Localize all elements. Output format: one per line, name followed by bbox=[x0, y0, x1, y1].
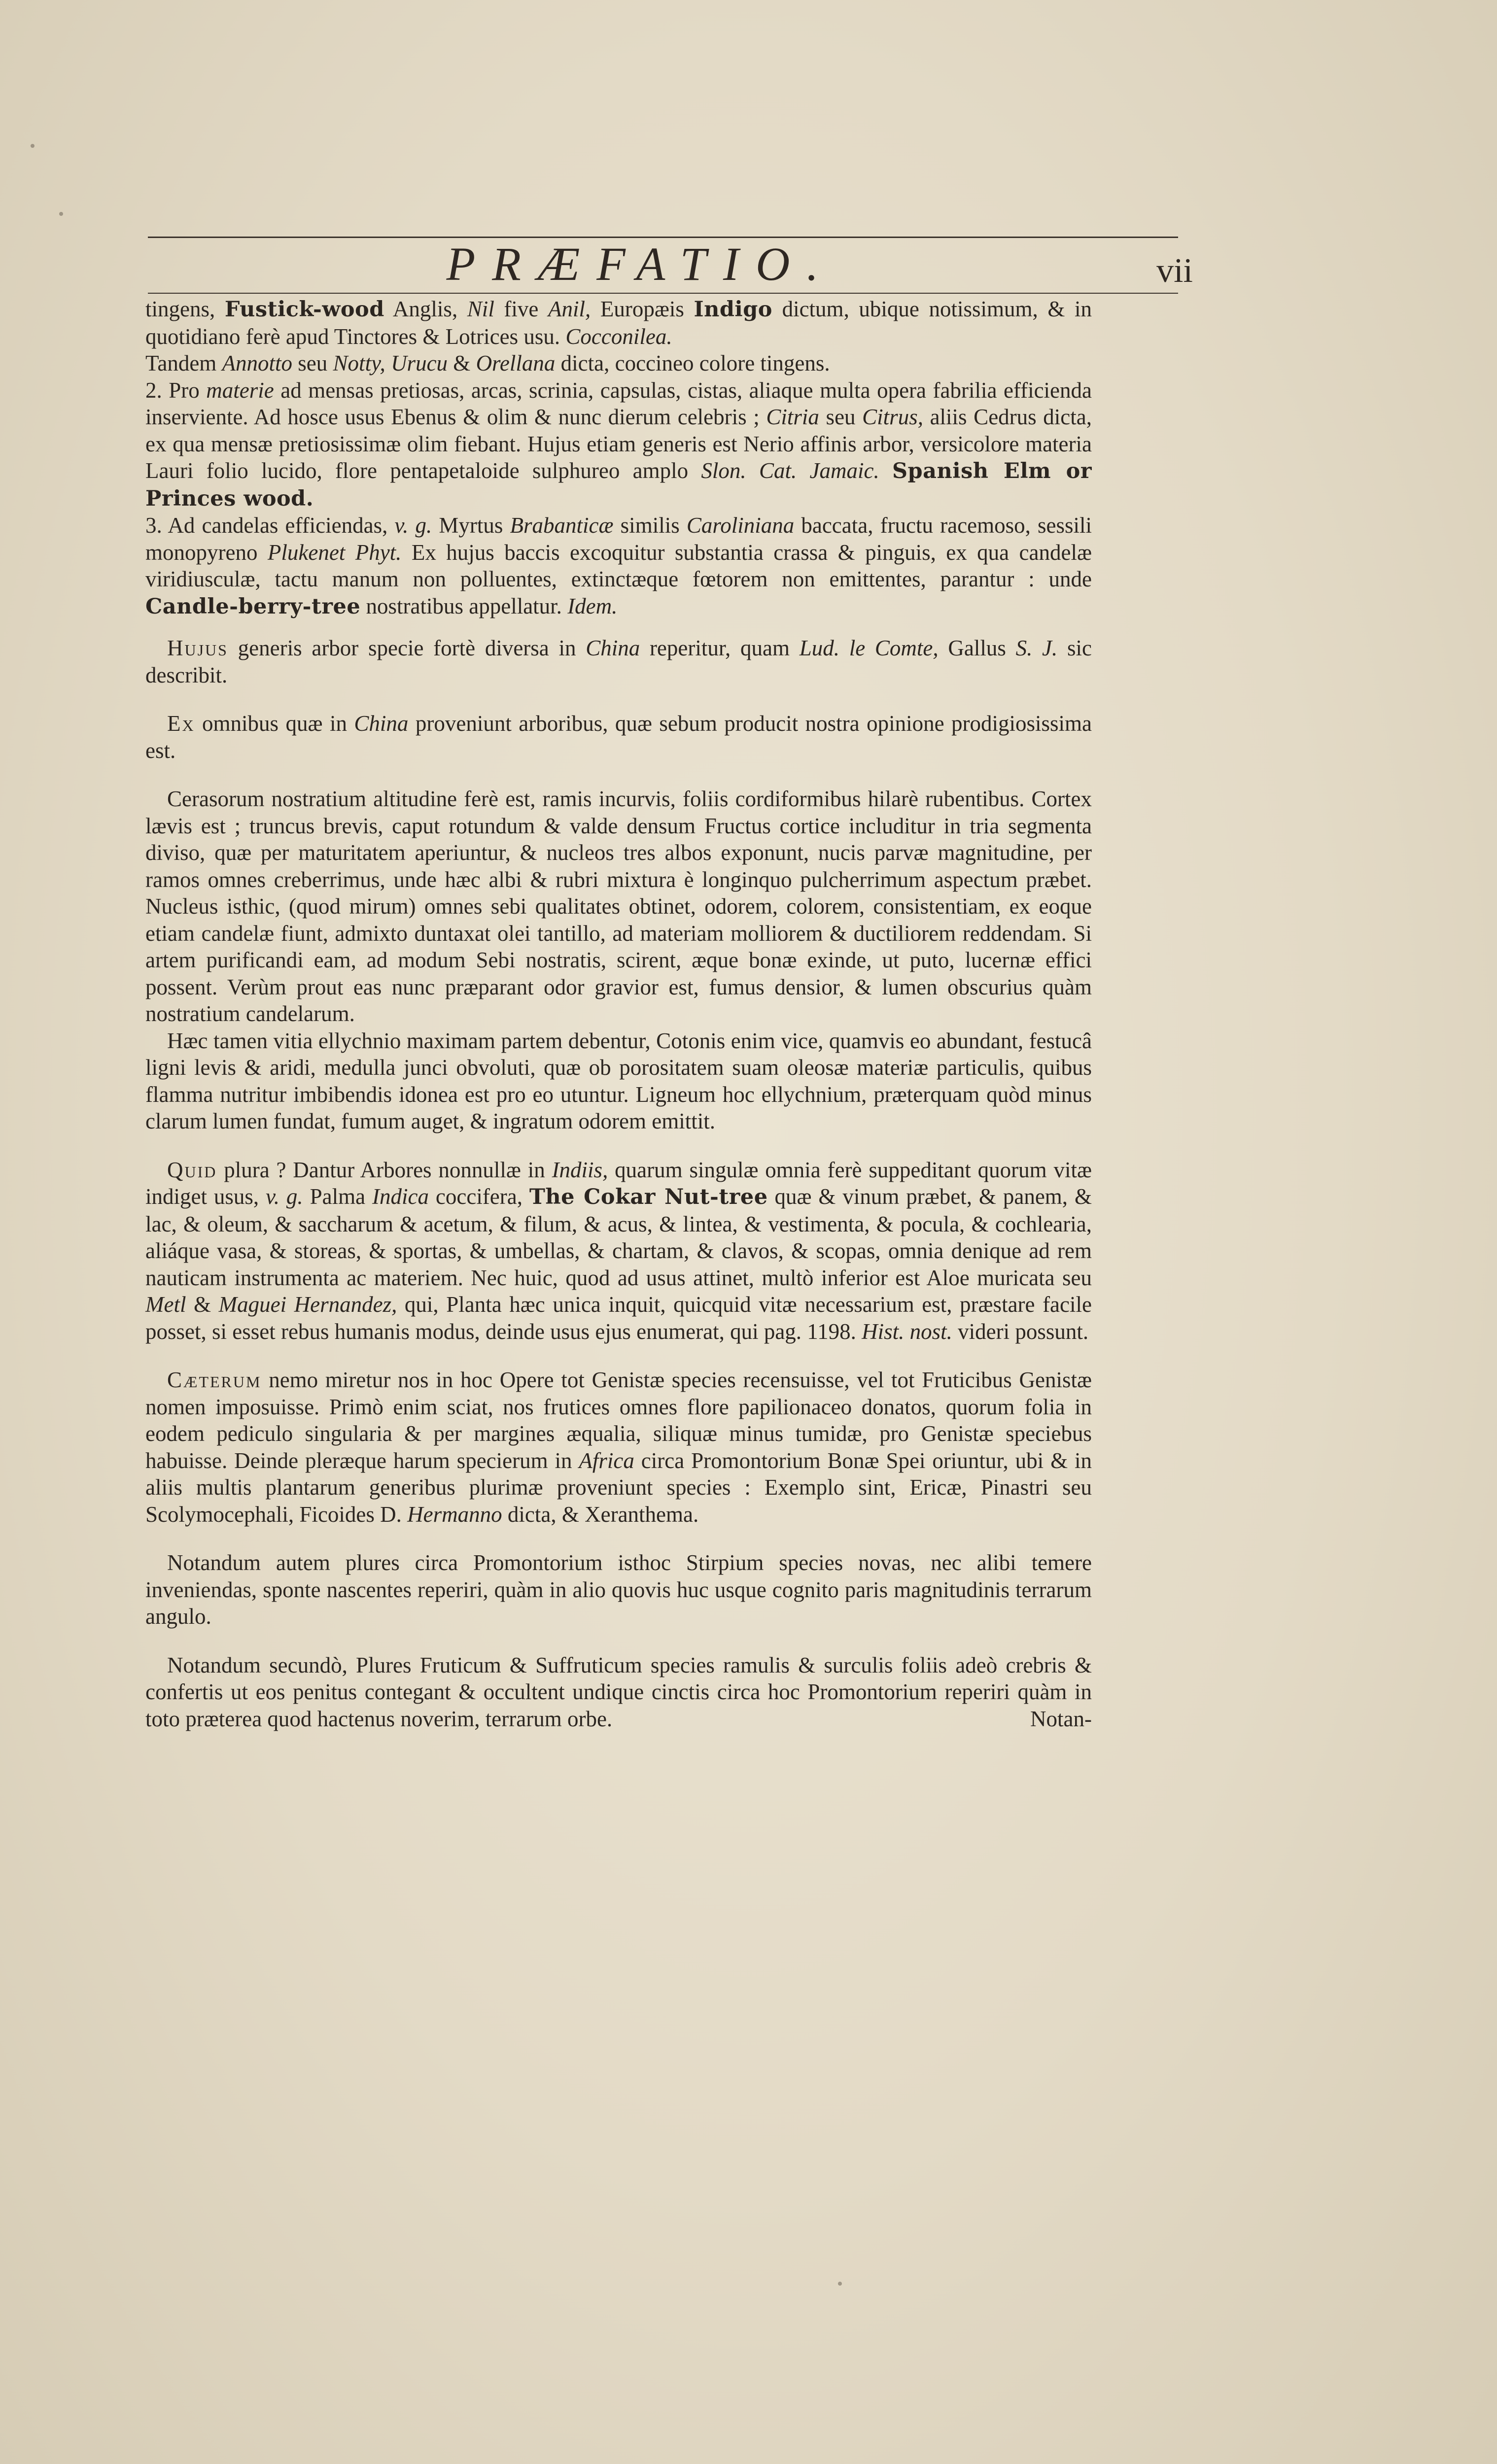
italic-term: materie bbox=[206, 377, 274, 403]
italic-term: Brabanticæ bbox=[510, 513, 614, 538]
paragraph-quid-plura bbox=[145, 1157, 1092, 1345]
italic-term: Indica bbox=[372, 1184, 429, 1209]
text: 3. Ad candelas efficiendas, bbox=[145, 513, 395, 538]
paragraph-notandum-secundo bbox=[145, 1652, 1092, 1733]
running-head bbox=[148, 232, 1193, 301]
italic-citation: Idem. bbox=[567, 593, 618, 618]
small-caps-opening: Cæterum bbox=[167, 1368, 262, 1392]
paragraph-candelas bbox=[145, 512, 1092, 620]
text: seu bbox=[819, 405, 863, 429]
italic-term: v. g. bbox=[266, 1184, 303, 1209]
text: nostratibus appellatur. bbox=[360, 593, 568, 618]
italic-term: Caroliniana bbox=[686, 513, 795, 538]
title-underline bbox=[148, 293, 1178, 294]
text: sic describit. bbox=[145, 636, 1092, 687]
italic-citation: Slon. Cat. Jamaic. bbox=[701, 458, 879, 483]
italic-term: Maguei Hernandez, bbox=[218, 1292, 397, 1317]
italic-term: Cocconilea. bbox=[565, 324, 672, 349]
text: Anglis, bbox=[384, 297, 467, 321]
paragraph-ex-omnibus bbox=[145, 710, 1092, 764]
paragraph-annotto bbox=[145, 350, 1092, 377]
text: Notandum secundò, Plures Fruticum & Suffruticum species ramulis & surculis foliis adeò crebris & confertis ut eos penitus contegant & occultent undique cinctis circa hoc Promontorium reperiri quàm in toto præterea quod hactenus noverim, terrarum orbe. bbox=[145, 1652, 1092, 1731]
text: ad mensas pretiosas, arcas, scrinia, capsulas, cistas, aliaque multa opera fabrilia efficienda inserviente. Ad hosce usus Ebenus & olim & nunc dierum celebris ; bbox=[145, 377, 1092, 429]
italic-term: Citrus, bbox=[862, 405, 923, 429]
text: nemo miretur nos in hoc Opere tot Genistæ species recensuisse, vel tot Fruticibus Genistæ nomen imposuisse. Primò enim sciat, nos frutices omnes flore papilionaceo donatos, quorum folia in eodem pediculo singularia & per margines æqualia, siliquæ minus tumidæ, pro Genistæ speciebus habuisse. Deinde pleræque harum specierum in bbox=[145, 1368, 1092, 1473]
text: baccata, fructu racemoso, sessili monopyreno bbox=[145, 513, 1092, 565]
paragraph-caeterum bbox=[145, 1367, 1092, 1528]
text: & bbox=[186, 1292, 219, 1317]
text: Ex hujus baccis excoquitur substantia crassa & pinguis, ex qua candelæ viridiusculæ, tactu manum non polluentes, extinctæque fœtorem non emittentes, parantur : unde bbox=[145, 540, 1092, 591]
text: & bbox=[448, 351, 476, 376]
text: Tandem bbox=[145, 351, 222, 376]
italic-term: Metl bbox=[145, 1292, 186, 1317]
speck bbox=[838, 2282, 842, 2286]
italic-term: v. g. bbox=[394, 513, 432, 538]
text: qui, Planta hæc unica inquit, quicquid vitæ necessarium est, præstare facile posset, si esset rebus humanis modus, deinde usus ejus enumerat, qui pag. 1198. bbox=[145, 1292, 1092, 1344]
text: similis bbox=[613, 513, 687, 538]
text: reperitur, quam bbox=[640, 636, 800, 660]
blackletter-term: The Cokar Nut-tree bbox=[529, 1185, 768, 1209]
italic-term: China bbox=[586, 636, 640, 660]
text: coccifera, bbox=[428, 1184, 529, 1209]
paragraph-fustick bbox=[145, 296, 1092, 350]
text: Palma bbox=[303, 1184, 372, 1209]
text: omnibus quæ in bbox=[195, 711, 354, 736]
text: tingens, bbox=[145, 297, 225, 321]
small-caps-opening: Ex bbox=[167, 711, 195, 736]
text: Hæc tamen vitia ellychnio maximam partem debentur, Cotonis enim vice, quamvis eo abundant, festucâ ligni levis & aridi, medulla junci obvoluti, quæ ob porositatem suam oleosæ materiæ particulis, quibus flamma nutritur imbibendis idonea est pro eo utuntur. Ligneum hoc ellychnium, præterquam quòd minus clarum lumen fundat, fumum auget, & ingratum odorem emittit. bbox=[145, 1028, 1092, 1133]
italic-term: Nil bbox=[467, 297, 494, 321]
text: Europæis bbox=[591, 297, 694, 321]
blackletter-term: Candle-berry-tree bbox=[145, 594, 361, 619]
small-caps-opening: Hujus bbox=[167, 636, 228, 660]
text bbox=[385, 351, 391, 376]
italic-term: Urucu bbox=[391, 351, 448, 376]
text: 2. Pro bbox=[145, 377, 207, 403]
catchword: Notan- bbox=[1030, 1706, 1092, 1731]
text: proveniunt arboribus, quæ sebum producit nostra opinione prodigiosissima est. bbox=[145, 711, 1092, 763]
text: Notandum autem plures circa Promontorium isthoc Stirpium species novas, nec alibi temere inveniendas, sponte nascentes reperiri, quàm in alio quovis huc usque cognito paris magnitudinis terrarum angulo. bbox=[145, 1550, 1092, 1629]
text: dicta, coccineo colore tingens. bbox=[555, 351, 830, 376]
blackletter-term: Indigo bbox=[694, 297, 772, 322]
italic-term: Citria bbox=[766, 405, 819, 429]
speck bbox=[59, 212, 63, 216]
text: aliis Cedrus dicta, ex qua mensæ pretiosissimæ olim fiebant. Hujus etiam generis est Nerio affinis arbor, versicolore materia Lauri folio lucido, flore pentapetaloide sulphureo amplo bbox=[145, 405, 1092, 483]
speck bbox=[31, 144, 35, 148]
blackletter-term: Spanish Elm or Princes wood. bbox=[145, 459, 1092, 511]
text: videri possunt. bbox=[952, 1319, 1089, 1344]
paragraph-notandum-autem bbox=[145, 1549, 1092, 1630]
text: five bbox=[494, 297, 548, 321]
text: quæ & vinum præbet, & panem, & lac, & oleum, & saccharum & acetum, & filum, & acus, & lintea, & vestimenta, & pocula, & cochlearia, aliáque vasa, & storeas, & sportas, & umbellas, & chartam, & clavos, & scopas, omnia denique ad rem nauticam instrumenta ac materiem. Nec huic, quod ad usus attinet, multò inferior est Aloe muricata seu bbox=[145, 1184, 1092, 1290]
blackletter-term: Fustick-wood bbox=[224, 297, 384, 322]
italic-term: China bbox=[354, 711, 409, 736]
small-caps-opening: Quid bbox=[167, 1157, 217, 1182]
italic-citation: Plukenet Phyt. bbox=[267, 540, 402, 565]
italic-term: Annotto bbox=[222, 351, 293, 376]
text bbox=[879, 458, 892, 483]
text: circa Promontorium Bonæ Spei oriuntur, ubi & in aliis multis plantarum generibus plurimæ proveniunt species : Exemplo sint, Ericæ, Pinastri seu Scolymocephali, Ficoides D. bbox=[145, 1448, 1092, 1527]
paragraph-haec-tamen bbox=[145, 1027, 1092, 1135]
text: seu bbox=[292, 351, 333, 376]
italic-term: Indiis, bbox=[552, 1157, 608, 1182]
text: quarum singulæ omnia ferè suppeditant quorum vitæ indiget usus, bbox=[145, 1157, 1092, 1209]
paragraph-cerasorum bbox=[145, 786, 1092, 1027]
italic-term: Notty, bbox=[333, 351, 385, 376]
text: Cerasorum nostratium altitudine ferè est, ramis incurvis, foliis cordiformibus hilarè rubentibus. Cortex lævis est ; truncus brevis, caput rotundum & valde densum Fructus cortice includitur in tria segmenta diviso, quæ per maturitatem aperiuntur, & nucleos tres albos exponunt, nucis parvæ magnitudine, per ramos omnes creberrimus, unde hæc albi & rubri mixtura è longinquo pulcherrimum aspectum præbet. Nucleus isthic, (quod mirum) omnes sebi qualitates obtinet, odorem, colorem, consistentiam, ex eoque etiam candelæ fiunt, admixto duntaxat olei tantillo, ad materiam molliorem & ductiliorem reddendam. Si artem purificandi eam, ad modum Sebi nostratis, scirent, æque bonæ exinde, ut puto, lucernæ effici possent. Verùm prout eas nunc præparant odor gravior est, fumus densior, & lumen obscurius quàm nostratium candelarum. bbox=[145, 787, 1092, 1026]
italic-term: Hermanno bbox=[407, 1502, 502, 1527]
page-title: PRÆFATIO. bbox=[446, 238, 836, 290]
italic-term: S. J. bbox=[1015, 636, 1058, 660]
italic-term: Africa bbox=[579, 1448, 634, 1473]
italic-citation: Hist. nost. bbox=[862, 1319, 952, 1344]
italic-term: Orellana bbox=[476, 351, 556, 376]
page-number: vii bbox=[1156, 252, 1193, 290]
text: dictum, ubique notissimum, & in quotidiano ferè apud Tinctores & Lotrices usu. bbox=[145, 297, 1092, 349]
paragraph-hujus bbox=[145, 635, 1092, 688]
text: Myrtus bbox=[432, 513, 510, 538]
italic-term: Anil, bbox=[548, 297, 591, 321]
text: generis arbor specie fortè diversa in bbox=[228, 636, 586, 660]
text: Gallus bbox=[938, 636, 1016, 660]
text: dicta, & Xeranthema. bbox=[502, 1502, 699, 1527]
paragraph-materie bbox=[145, 377, 1092, 513]
preface-body bbox=[145, 296, 1092, 1732]
italic-term: Lud. le Comte, bbox=[799, 636, 939, 660]
text: plura ? Dantur Arbores nonnullæ in bbox=[217, 1157, 552, 1182]
